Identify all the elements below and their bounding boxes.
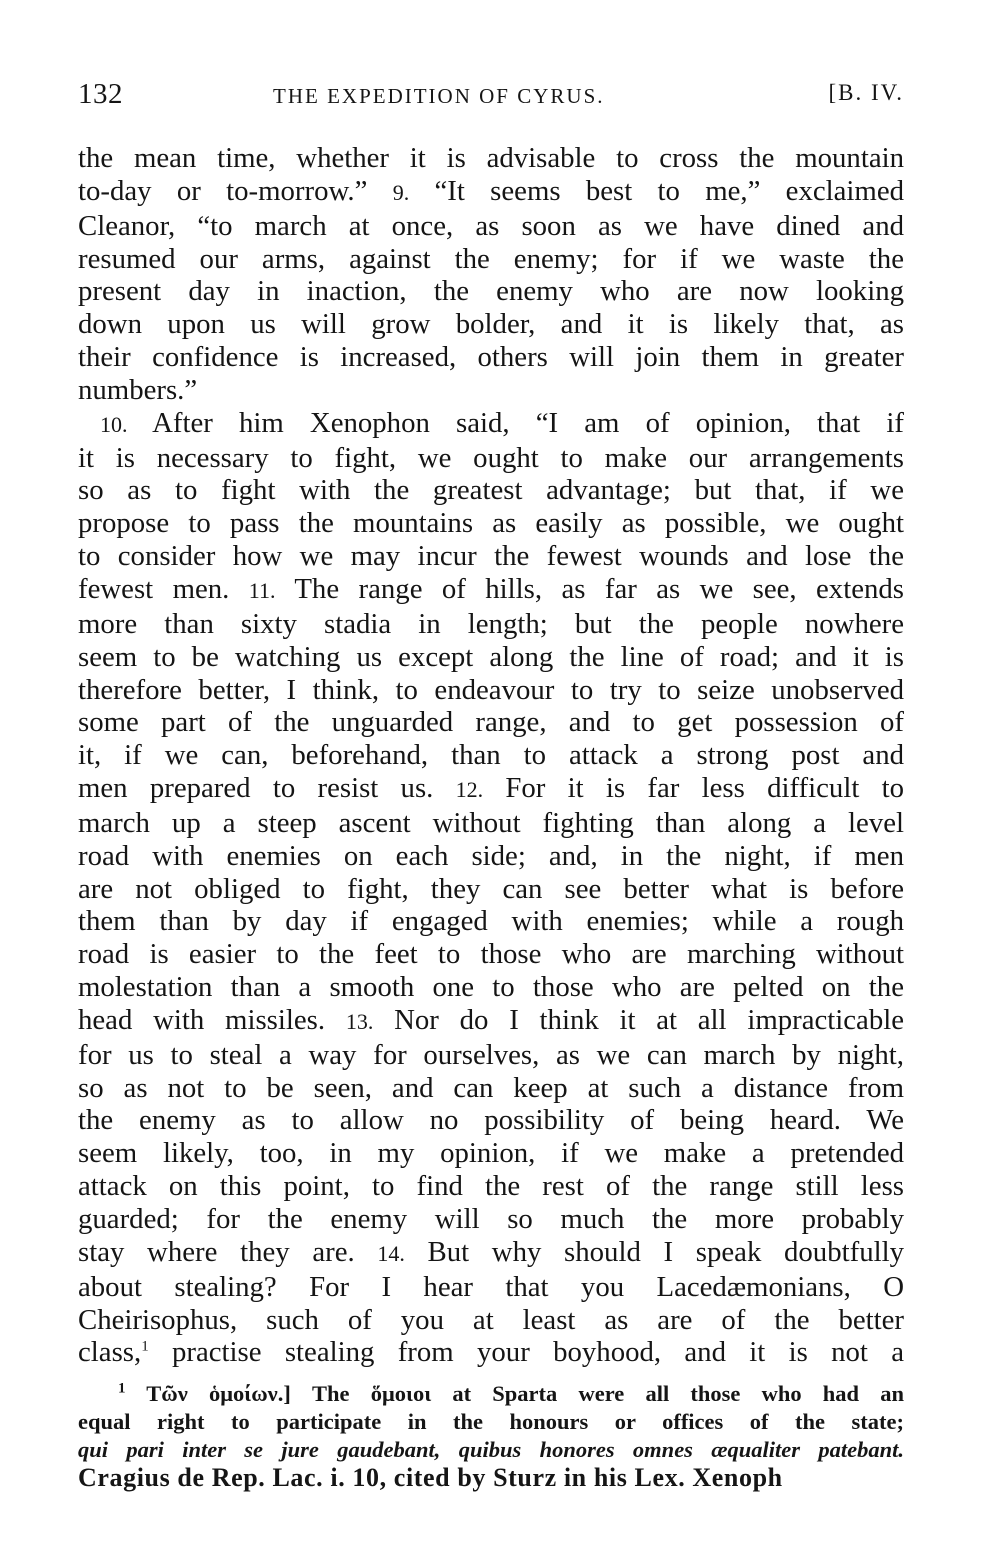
text-line: the mean time, whether it is advisable to cross the mountain <box>78 142 904 174</box>
text-line: so as to fight with the greatest advantage; but that, if we <box>78 474 904 507</box>
text-line: so as not to be seen, and can keep at such a distance from <box>78 1071 904 1104</box>
text-line: therefore better, I think, to endeavour to try to seize unobserved <box>78 673 904 706</box>
text-line: propose to pass the mountains as easily as possible, we ought <box>78 507 904 540</box>
text-segment: For it is far less difficult to <box>505 772 904 805</box>
text-line: guarded; for the enemy will so much the more probably <box>78 1203 904 1235</box>
footnote-marker: 1 <box>118 1380 126 1397</box>
text-line <box>78 573 904 608</box>
text-segment: class, <box>78 1336 142 1369</box>
section-number: 11. <box>248 577 276 603</box>
text-line: Cheirisophus, such of you at least as are of the better <box>78 1303 904 1336</box>
text-line: their confidence is increased, others will join them in greater <box>78 341 904 374</box>
text-line: Cleanor, “to march at once, as soon as we have dined and <box>78 209 904 242</box>
text-line: it is necessary to fight, we ought to make our arrangements <box>78 441 904 474</box>
running-title: THE EXPEDITION OF CYRUS. <box>273 84 605 108</box>
text-line: the enemy as to allow no possibility of being heard. We <box>78 1104 904 1137</box>
footnote-citation: Cragius de Rep. Lac. i. 10, cited by Sturz in his Lex. Xenoph <box>78 1463 783 1492</box>
text-line <box>78 1236 904 1271</box>
page-number: 132 <box>78 78 123 110</box>
text-line: numbers.” <box>78 373 198 406</box>
text-line: road with enemies on each side; and, in the night, if men <box>78 839 904 872</box>
section-number: 12. <box>455 777 484 803</box>
text-line: road is easier to the feet to those who are marching without <box>78 938 904 971</box>
text-line: molestation than a smooth one to those who are pelted on the <box>78 971 904 1004</box>
text-line: to consider how we may incur the fewest wounds and lose the <box>78 540 904 573</box>
text-line: are not obliged to fight, they can see better what is before <box>78 872 904 905</box>
section-number: 13. <box>345 1008 374 1034</box>
text-line: more than sixty stadia in length; but the people nowhere <box>78 607 904 640</box>
text-line: present day in inaction, the enemy who are now looking <box>78 275 904 308</box>
page-header <box>78 78 904 118</box>
section-number: 9. <box>392 179 410 205</box>
text-segment: “It seems best to me,” exclaimed <box>434 174 904 207</box>
footnote-lemma: Τῶν ὁμοίων.] <box>146 1381 291 1406</box>
book-reference: [B. IV. <box>828 80 904 105</box>
text-line: seem likely, too, in my opinion, if we make a pretended <box>78 1137 904 1170</box>
text-segment: practise stealing from your boyhood, and it is not a <box>172 1336 904 1369</box>
footnote-latin-quote: qui pari inter se jure gaudebant, quibus honores omnes æqualiter patebant. <box>78 1437 904 1462</box>
text-line: march up a steep ascent without fighting than along a level <box>78 806 904 839</box>
section-number: 10. <box>100 411 128 437</box>
text-line <box>78 1336 904 1369</box>
text-segment: to-day or to-morrow.” <box>78 174 368 207</box>
text-line <box>78 175 904 210</box>
text-line: some part of the unguarded range, and to get possession of <box>78 706 904 739</box>
section-number: 14. <box>377 1240 405 1266</box>
text-line: seem to be watching us except along the line of road; and it is <box>78 640 904 673</box>
footnote-line <box>78 1380 904 1408</box>
text-line: about stealing? For I hear that you Lacedæmonians, O <box>78 1270 904 1303</box>
body-text <box>78 142 904 1369</box>
text-segment: men prepared to resist us. <box>78 772 434 805</box>
text-line: down upon us will grow bolder, and it is likely that, as <box>78 308 904 341</box>
text-segment: fewest men. <box>78 572 230 605</box>
text-segment: Nor do I think it at all impracticable <box>394 1003 905 1036</box>
text-line: attack on this point, to find the rest of the range still less <box>78 1170 904 1203</box>
text-line <box>78 407 904 442</box>
text-segment: head with missiles. <box>78 1003 326 1036</box>
text-segment: stay where they are. <box>78 1235 355 1268</box>
text-segment: The range of hills, as far as we see, extends <box>294 572 904 605</box>
text-segment: But why should I speak doubtfully <box>427 1235 904 1268</box>
text-line: them than by day if engaged with enemies; while a rough <box>78 905 904 938</box>
footnote-reference: 1 <box>141 1338 149 1355</box>
text-line: resumed our arms, against the enemy; for if we waste the <box>78 242 904 275</box>
footnote-line: equal right to participate in the honours or offices of the state; <box>78 1409 904 1434</box>
text-line: for us to steal a way for ourselves, as we can march by night, <box>78 1038 904 1071</box>
text-line <box>78 1004 904 1039</box>
text-segment: The ὅμοιοι at Sparta were all those who had an <box>312 1381 904 1406</box>
footnote <box>78 1380 904 1492</box>
text-segment: After him Xenophon said, “I am of opinion, that if <box>152 406 904 439</box>
text-line: it, if we can, beforehand, than to attack a strong post and <box>78 739 904 772</box>
text-line <box>78 772 904 807</box>
